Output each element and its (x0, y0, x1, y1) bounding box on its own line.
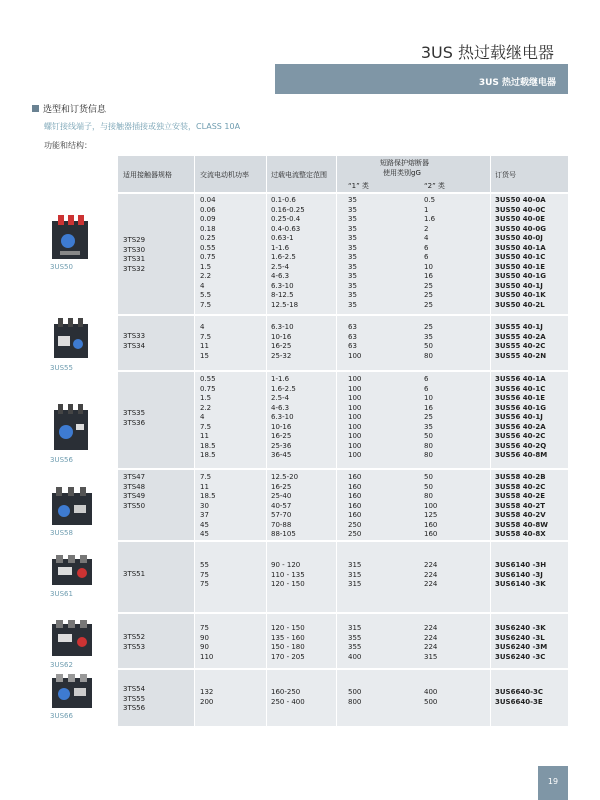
contactor-models: 3TS35 3TS36 (123, 409, 146, 427)
contactor-models: 3TS54 3TS55 3TS56 (123, 685, 146, 712)
column-order: 3US55 40-1J 3US55 40-2A 3US55 40-2C 3US55 40-2N (495, 323, 547, 360)
contactor-models: 3TS51 (123, 570, 146, 578)
header-fuse-line2: 使用类别gG (383, 169, 421, 177)
product-label: 3US66 (50, 712, 73, 720)
column-power: 0.55 0.75 1.5 2.2 4 7.5 11 18.5 18.5 (200, 375, 216, 459)
column-order: 3US58 40-2B 3US58 40-2C 3US58 40-2E 3US58 40-2T 3US58 40-2V 3US58 40-8W 3US58 40-8X (495, 473, 549, 538)
product-label: 3US50 (50, 263, 73, 271)
column-fuse2: 0.5 1 1.6 2 4 6 6 10 16 25 25 25 (424, 196, 436, 309)
column-range: 160-250 250 - 400 (271, 688, 305, 706)
column-fuse1: 100 100 100 100 100 100 100 100 100 (348, 375, 362, 459)
relay-3us61-image (50, 553, 94, 589)
column-power: 0.04 0.06 0.09 0.18 0.25 0.55 0.75 1.5 2.2 4 5.5 7.5 (200, 196, 216, 309)
section-title: 选型和订货信息 (43, 105, 107, 115)
relay-3us58-image (50, 485, 94, 529)
column-range: 12.5-20 16-25 25-40 40-57 57-70 70-88 88-105 (271, 473, 299, 538)
column-range: 120 - 150 135 - 160 150 - 180 170 - 205 (271, 624, 305, 661)
relay-3us50-image (50, 213, 94, 263)
column-power: 55 75 75 (200, 561, 209, 588)
table-row-group (118, 194, 568, 314)
column-fuse2: 224 224 224 (424, 561, 438, 588)
column-fuse2: 6 6 10 16 25 35 50 80 80 (424, 375, 433, 459)
column-fuse1: 315 315 315 (348, 561, 362, 588)
column-range: 1-1.6 1.6-2.5 2.5-4 4-6.3 6.3-10 10-16 16-25 25-36 36-45 (271, 375, 296, 459)
column-fuse1: 160 160 160 160 160 250 250 (348, 473, 362, 538)
column-range: 90 - 120 110 - 135 120 - 150 (271, 561, 305, 588)
table-row-group (118, 614, 568, 668)
column-range: 6.3-10 10-16 16-25 25-32 (271, 323, 294, 360)
square-bullet-icon (32, 105, 39, 112)
page-number: 19 (538, 766, 568, 800)
relay-3us55-image (50, 316, 94, 362)
table-row-group (118, 542, 568, 612)
column-range: 0.1-0.6 0.16-0.25 0.25-0.4 0.4-0.63 0.63-1 1-1.6 1.6-2.5 2.5-4 4-6.3 6.3-10 8-12.5 12.5-18 (271, 196, 305, 309)
contactor-models: 3TS29 3TS30 3TS31 3TS32 (123, 236, 146, 273)
contactor-models: 3TS52 3TS53 (123, 633, 146, 651)
relay-3us56-image (50, 402, 94, 454)
page-title: 3US 热过载继电器 (420, 43, 554, 62)
table-row-group (118, 316, 568, 370)
product-label: 3US62 (50, 661, 73, 669)
column-fuse2: 224 224 224 315 (424, 624, 438, 661)
column-fuse2: 50 50 80 100 125 160 160 (424, 473, 438, 538)
header-motor-power: 交流电动机功率 (200, 171, 249, 179)
table-header (118, 156, 568, 192)
column-fuse1: 63 63 63 100 (348, 323, 362, 360)
column-power: 132 200 (200, 688, 214, 706)
relay-3us66-image (50, 674, 94, 712)
function-label: 功能和结构： (44, 141, 92, 150)
product-label: 3US58 (50, 529, 73, 537)
column-fuse1: 315 355 355 400 (348, 624, 362, 661)
section-banner: 3US 热过载继电器 (275, 64, 568, 94)
column-fuse2: 25 35 50 80 (424, 323, 433, 360)
column-fuse1: 500 800 (348, 688, 362, 706)
column-fuse2: 400 500 (424, 688, 438, 706)
column-order: 3US50 40-0A 3US50 40-0C 3US50 40-0E 3US50 40-0G 3US50 40-0J 3US50 40-1A 3US50 40-1C 3US50 40-1E 3US50 40-1G 3US50 40-1J 3US50 40-1K 3US50 40-2L (495, 196, 547, 309)
relay-3us62-image (50, 618, 94, 660)
header-order: 订货号 (495, 171, 516, 179)
column-order: 3US6640-3C 3US6640-3E (495, 688, 543, 706)
column-order: 3US56 40-1A 3US56 40-1C 3US56 40-1E 3US56 40-1G 3US56 40-1J 3US56 40-2A 3US56 40-2C 3US56 40-2Q 3US56 40-8M (495, 375, 548, 459)
header-fuse-type2: “2” 类 (424, 182, 445, 190)
column-power: 4 7.5 11 15 (200, 323, 212, 360)
column-order: 3US6240 -3K 3US6240 -3L 3US6240 -3M 3US6240 -3C (495, 624, 548, 661)
header-fuse-type1: “1” 类 (348, 182, 369, 190)
section-heading (32, 102, 106, 115)
header-current-range: 过载电流整定范围 (271, 171, 327, 179)
product-label: 3US61 (50, 590, 73, 598)
table-row-group (118, 670, 568, 726)
product-label: 3US56 (50, 456, 73, 464)
product-label: 3US55 (50, 364, 73, 372)
column-fuse1: 35 35 35 35 35 35 35 35 35 35 35 35 (348, 196, 357, 309)
column-order: 3US6140 -3H 3US6140 -3J 3US6140 -3K (495, 561, 547, 588)
column-power: 7.5 11 18.5 30 37 45 45 (200, 473, 216, 538)
contactor-models: 3TS33 3TS34 (123, 332, 146, 350)
column-power: 75 90 90 110 (200, 624, 214, 661)
contactor-models: 3TS47 3TS48 3TS49 3TS50 (123, 473, 146, 510)
header-fuse-line1: 短路保护熔断器 (380, 159, 429, 167)
description: 螺钉接线端子，与接触器插接或独立安装，CLASS 10A (44, 122, 241, 131)
table-row-group (118, 470, 568, 540)
header-contactor: 适用接触器规格 (123, 171, 172, 179)
table-row-group (118, 372, 568, 468)
